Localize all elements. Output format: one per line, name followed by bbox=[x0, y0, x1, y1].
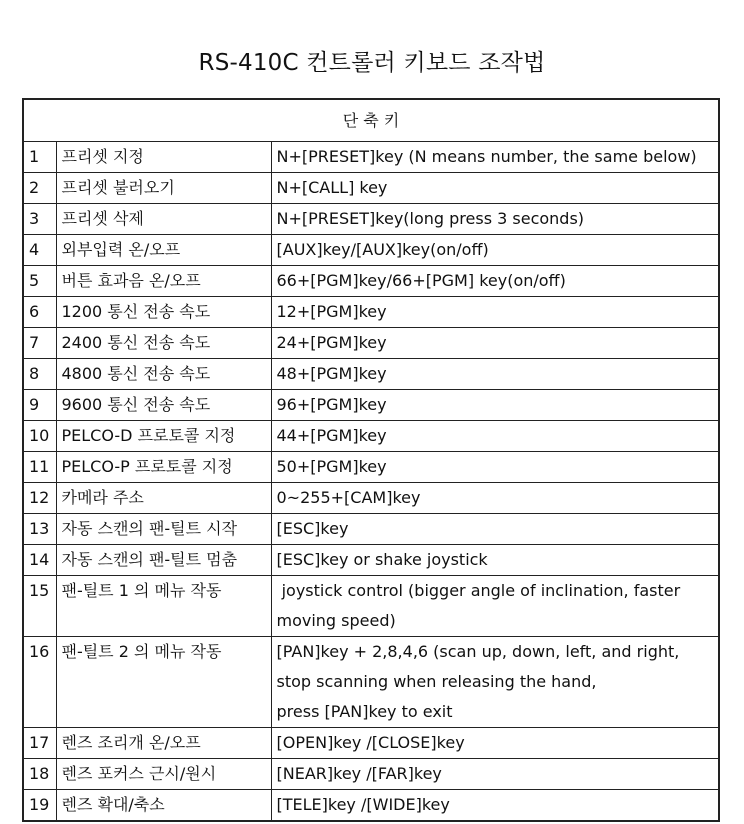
table-row bbox=[23, 576, 719, 637]
table-row bbox=[23, 328, 719, 359]
key-combination bbox=[271, 728, 719, 759]
table-row bbox=[23, 483, 719, 514]
function-name: PELCO-P 프로토콜 지정 bbox=[56, 452, 271, 483]
table-body bbox=[23, 142, 719, 822]
table-row bbox=[23, 359, 719, 390]
document-title: RS-410C 컨트롤러 키보드 조작법 bbox=[198, 50, 546, 76]
table-row bbox=[23, 728, 719, 759]
function-name: 9600 통신 전송 속도 bbox=[56, 390, 271, 421]
table-header: 단 축 키 bbox=[23, 99, 719, 142]
key-combination-line: N+[PRESET]key (N means number, the same below) bbox=[276, 147, 697, 166]
key-combination-line: N+[PRESET]key(long press 3 seconds) bbox=[276, 209, 585, 228]
function-name: 버튼 효과음 온/오프 bbox=[56, 266, 271, 297]
row-number: 8 bbox=[23, 359, 56, 390]
function-name: 프리셋 삭제 bbox=[56, 204, 271, 235]
key-combination-line: [TELE]key /[WIDE]key bbox=[276, 795, 450, 814]
row-number: 17 bbox=[23, 728, 56, 759]
key-combination-line: 48+[PGM]key bbox=[276, 364, 387, 383]
row-number: 6 bbox=[23, 297, 56, 328]
row-number: 11 bbox=[23, 452, 56, 483]
table-row bbox=[23, 452, 719, 483]
key-combination bbox=[271, 173, 719, 204]
function-name: PELCO-D 프로토콜 지정 bbox=[56, 421, 271, 452]
table-row bbox=[23, 637, 719, 728]
key-combination bbox=[271, 421, 719, 452]
row-number: 4 bbox=[23, 235, 56, 266]
key-combination bbox=[271, 390, 719, 421]
key-combination-line: [OPEN]key /[CLOSE]key bbox=[276, 733, 465, 752]
function-name: 팬-틸트 1 의 메뉴 작동 bbox=[56, 576, 271, 637]
row-number: 15 bbox=[23, 576, 56, 637]
key-combination-line: 24+[PGM]key bbox=[276, 333, 387, 352]
row-number: 18 bbox=[23, 759, 56, 790]
key-combination bbox=[271, 637, 719, 728]
function-name: 2400 통신 전송 속도 bbox=[56, 328, 271, 359]
table-row bbox=[23, 421, 719, 452]
function-name: 자동 스캔의 팬-틸트 멈춤 bbox=[56, 545, 271, 576]
key-combination-line: [NEAR]key /[FAR]key bbox=[276, 764, 442, 783]
key-combination bbox=[271, 204, 719, 235]
function-name: 렌즈 조리개 온/오프 bbox=[56, 728, 271, 759]
row-number: 12 bbox=[23, 483, 56, 514]
row-number: 7 bbox=[23, 328, 56, 359]
key-combination bbox=[271, 759, 719, 790]
function-name: 팬-틸트 2 의 메뉴 작동 bbox=[56, 637, 271, 728]
key-combination-line: moving speed) bbox=[276, 611, 396, 630]
function-name: 프리셋 불러오기 bbox=[56, 173, 271, 204]
function-name: 렌즈 포커스 근시/원시 bbox=[56, 759, 271, 790]
key-combination bbox=[271, 328, 719, 359]
row-number: 14 bbox=[23, 545, 56, 576]
function-name: 외부입력 온/오프 bbox=[56, 235, 271, 266]
table-row bbox=[23, 142, 719, 173]
table-row bbox=[23, 514, 719, 545]
function-name: 1200 통신 전송 속도 bbox=[56, 297, 271, 328]
key-combination-line: [PAN]key + 2,8,4,6 (scan up, down, left, and right, bbox=[276, 642, 680, 661]
row-number: 16 bbox=[23, 637, 56, 728]
table-row bbox=[23, 759, 719, 790]
table-row bbox=[23, 297, 719, 328]
row-number: 13 bbox=[23, 514, 56, 545]
table-row bbox=[23, 545, 719, 576]
key-combination-line: N+[CALL] key bbox=[276, 178, 388, 197]
key-combination-line: [AUX]key/[AUX]key(on/off) bbox=[276, 240, 489, 259]
key-combination-line: [ESC]key or shake joystick bbox=[276, 550, 488, 569]
key-combination bbox=[271, 514, 719, 545]
row-number: 10 bbox=[23, 421, 56, 452]
function-name: 카메라 주소 bbox=[56, 483, 271, 514]
key-combination bbox=[271, 452, 719, 483]
key-combination-line: press [PAN]key to exit bbox=[276, 702, 453, 721]
table-row bbox=[23, 390, 719, 421]
shortcut-table bbox=[22, 98, 720, 822]
row-number: 5 bbox=[23, 266, 56, 297]
key-combination-line: 66+[PGM]key/66+[PGM] key(on/off) bbox=[276, 271, 566, 290]
row-number: 2 bbox=[23, 173, 56, 204]
key-combination bbox=[271, 359, 719, 390]
row-number: 19 bbox=[23, 790, 56, 822]
table-row bbox=[23, 204, 719, 235]
function-name: 자동 스캔의 팬-틸트 시작 bbox=[56, 514, 271, 545]
key-combination bbox=[271, 297, 719, 328]
key-combination-line: 50+[PGM]key bbox=[276, 457, 387, 476]
table-row bbox=[23, 266, 719, 297]
key-combination bbox=[271, 142, 719, 173]
table-header-row bbox=[23, 99, 719, 142]
key-combination bbox=[271, 483, 719, 514]
key-combination bbox=[271, 545, 719, 576]
key-combination bbox=[271, 266, 719, 297]
row-number: 1 bbox=[23, 142, 56, 173]
table-row bbox=[23, 173, 719, 204]
function-name: 프리셋 지정 bbox=[56, 142, 271, 173]
table-row bbox=[23, 235, 719, 266]
row-number: 9 bbox=[23, 390, 56, 421]
key-combination-line: 0~255+[CAM]key bbox=[276, 488, 421, 507]
table-row bbox=[23, 790, 719, 822]
key-combination bbox=[271, 576, 719, 637]
key-combination bbox=[271, 790, 719, 822]
key-combination-line: joystick control (bigger angle of inclination, faster bbox=[276, 581, 681, 600]
key-combination-line: 44+[PGM]key bbox=[276, 426, 387, 445]
row-number: 3 bbox=[23, 204, 56, 235]
function-name: 4800 통신 전송 속도 bbox=[56, 359, 271, 390]
key-combination-line: stop scanning when releasing the hand, bbox=[276, 672, 597, 691]
key-combination-line: 12+[PGM]key bbox=[276, 302, 387, 321]
key-combination bbox=[271, 235, 719, 266]
key-combination-line: 96+[PGM]key bbox=[276, 395, 387, 414]
function-name: 렌즈 확대/축소 bbox=[56, 790, 271, 822]
key-combination-line: [ESC]key bbox=[276, 519, 349, 538]
